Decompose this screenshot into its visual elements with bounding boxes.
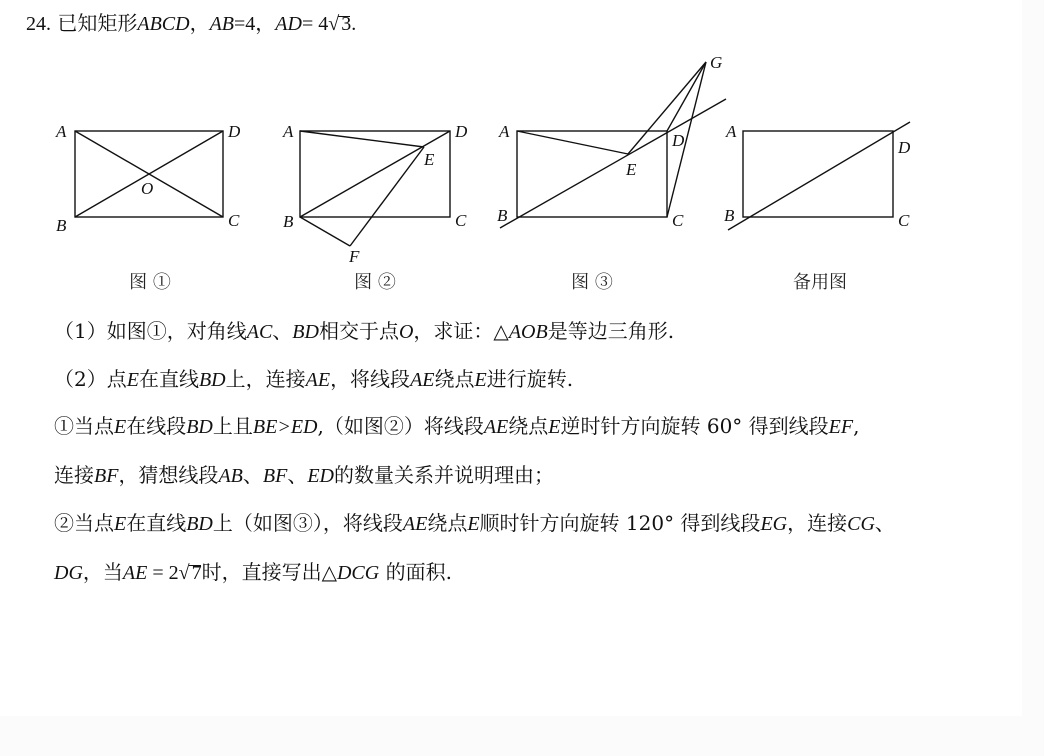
fig3-rectangle	[517, 131, 667, 217]
question-part-2b-line-2: DG，当AE = 2√ 7时，直接写出△DCG 的面积.	[54, 560, 452, 584]
fig2-label-f: F	[349, 247, 360, 266]
question-part-1: （1）如图①，对角线AC、BD相交于点O，求证：△AOB是等边三角形.	[54, 319, 675, 343]
fig4-line-bd	[728, 122, 910, 230]
fig3-label-e: E	[626, 160, 637, 179]
fig4-label-b: B	[724, 206, 735, 225]
fig4-rectangle	[743, 131, 893, 217]
fig4-caption: 备用图	[793, 272, 847, 293]
fig2-label-d: D	[455, 122, 468, 141]
fig1-caption: 图 ①	[129, 272, 171, 293]
fig4-label-c: C	[898, 211, 910, 230]
fig3-caption: 图 ③	[571, 272, 613, 293]
figure-4-drawing	[728, 122, 910, 230]
fig2-diagonal-bd	[300, 131, 450, 217]
fig3-label-b: B	[497, 206, 508, 225]
fig2-segment-ae	[300, 131, 424, 147]
fig1-label-o: O	[141, 179, 154, 198]
fig2-caption: 图 ②	[354, 272, 396, 293]
problem-number: 24.	[26, 13, 51, 35]
ab-label: AB	[209, 13, 235, 35]
fig4-label-a: A	[726, 122, 737, 141]
fig3-label-g: G	[710, 53, 723, 72]
fig2-label-b: B	[283, 212, 294, 231]
header-intro: 已知矩形	[57, 11, 138, 35]
ad-value: = 4	[301, 13, 329, 35]
figures-panel	[0, 0, 1022, 310]
problem-header: 24. 已知矩形ABCD，AB=4，AD= 4√ 3.	[26, 11, 357, 35]
fig2-label-c: C	[455, 211, 467, 230]
ad-radicand: 3	[341, 13, 352, 35]
fig4-label-d: D	[898, 138, 911, 157]
fig2-label-e: E	[424, 150, 435, 169]
question-part-2b-line-1: ②当点E在直线BD上（如图③），将线段AE绕点E顺时针方向旋转 120° 得到线段EG，连接CG、	[54, 511, 895, 535]
fig2-label-a: A	[283, 122, 294, 141]
fig2-segment-bf	[300, 217, 350, 246]
fig3-segment-dg	[667, 62, 706, 131]
ae-radicand: 7	[191, 562, 202, 584]
fig1-label-a: A	[56, 122, 67, 141]
fig3-segment-ae	[517, 131, 628, 154]
fig3-label-a: A	[499, 122, 510, 141]
question-part-2a-line-2: 连接BF，猜想线段AB、BF、ED的数量关系并说明理由；	[54, 463, 554, 487]
fig3-label-d: D	[672, 131, 685, 150]
ab-value: =4	[234, 13, 256, 35]
fig3-label-c: C	[672, 211, 684, 230]
fig2-segment-ef	[350, 147, 424, 246]
fig1-label-c: C	[228, 211, 240, 230]
question-part-2: （2）点E在直线BD上，连接AE，将线段AE绕点E进行旋转.	[54, 367, 574, 391]
figure-2-drawing	[300, 131, 450, 246]
figure-3-drawing	[500, 62, 726, 228]
ad-label: AD	[275, 13, 302, 35]
fig1-label-d: D	[228, 122, 241, 141]
fig1-label-b: B	[56, 216, 67, 235]
figure-1-drawing	[75, 131, 223, 217]
rect-name: ABCD	[137, 13, 190, 35]
question-part-2a-line-1: ①当点E在线段BD上且BE>ED,（如图②）将线段AE绕点E逆时针方向旋转 60° 得到线段EF,	[54, 414, 860, 438]
